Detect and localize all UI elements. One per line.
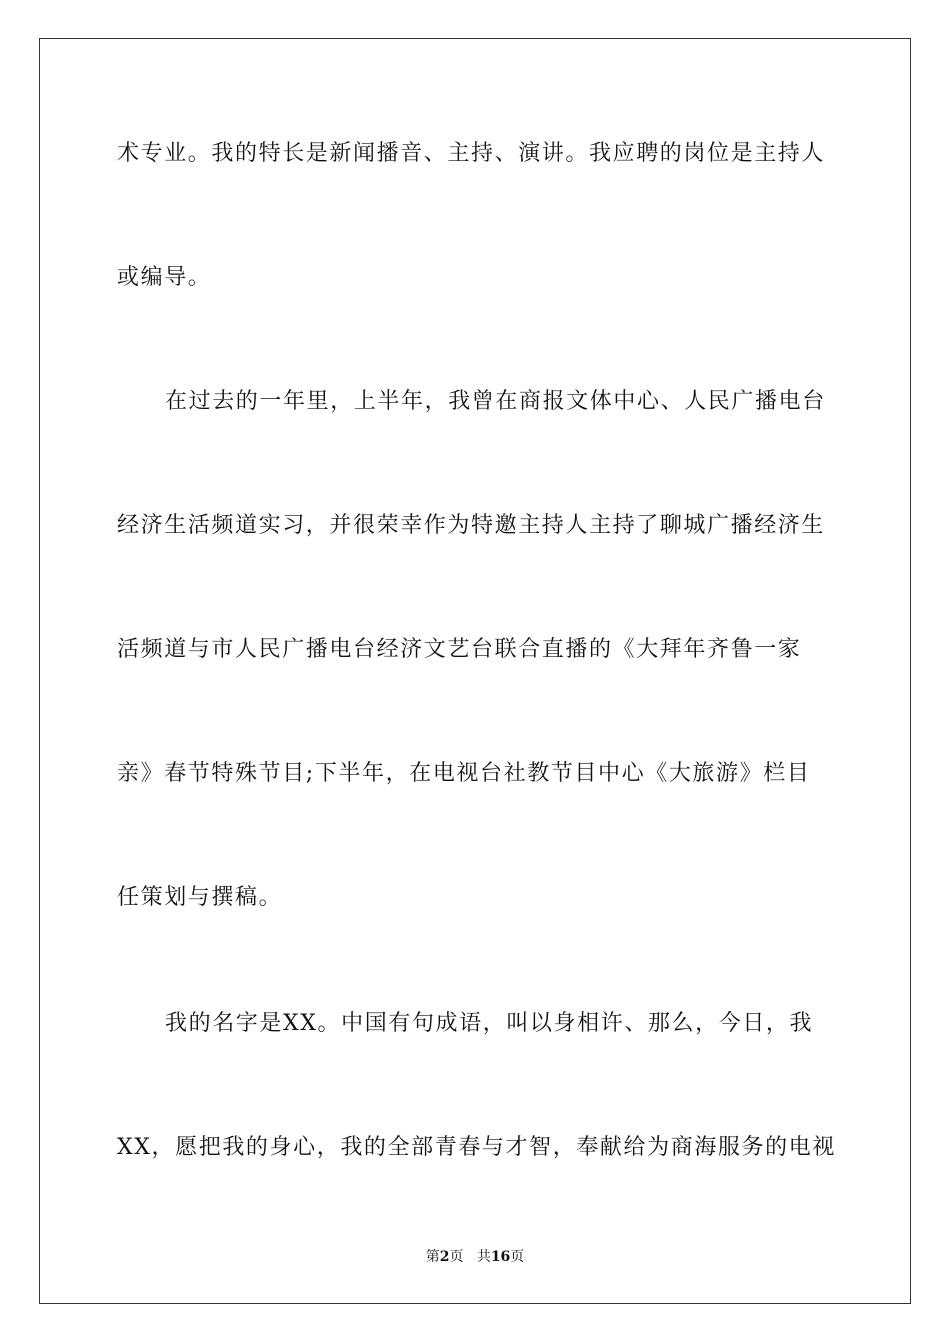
page-suffix: 页 — [449, 1249, 464, 1265]
paragraph-start-line: 在过去的一年里，上半年，我曾在商报文体中心、人民广播电台 — [165, 389, 826, 414]
page-border — [39, 38, 911, 1304]
paragraph-start-line: 我的名字是XX。中国有句成语，叫以身相许、那么，今日，我 — [165, 1011, 814, 1036]
total-suffix: 页 — [510, 1249, 525, 1265]
body-text-line: 活频道与市人民广播电台经济文艺台联合直播的《大拜年齐鲁一家 — [117, 637, 802, 662]
page-current: 2 — [439, 1249, 450, 1265]
body-text-line: 经济生活频道实习，并很荣幸作为特邀主持人主持了聊城广播经济生 — [117, 513, 826, 538]
body-text-line: XX，愿把我的身心，我的全部青春与才智，奉献给为商海服务的电视 — [117, 1135, 836, 1160]
body-text-line: 任策划与撰稿。 — [117, 885, 283, 910]
body-text-line: 亲》春节特殊节目;下半年，在电视台社教节目中心《大旅游》栏目 — [117, 761, 811, 786]
total-prefix: 共 — [476, 1249, 491, 1265]
body-text-line: 或编导。 — [117, 265, 212, 290]
page-prefix: 第 — [425, 1249, 440, 1265]
body-text-line: 术专业。我的特长是新闻播音、主持、演讲。我应聘的岗位是主持人 — [117, 141, 826, 166]
page-total: 16 — [490, 1249, 511, 1265]
page-footer — [0, 1246, 950, 1266]
